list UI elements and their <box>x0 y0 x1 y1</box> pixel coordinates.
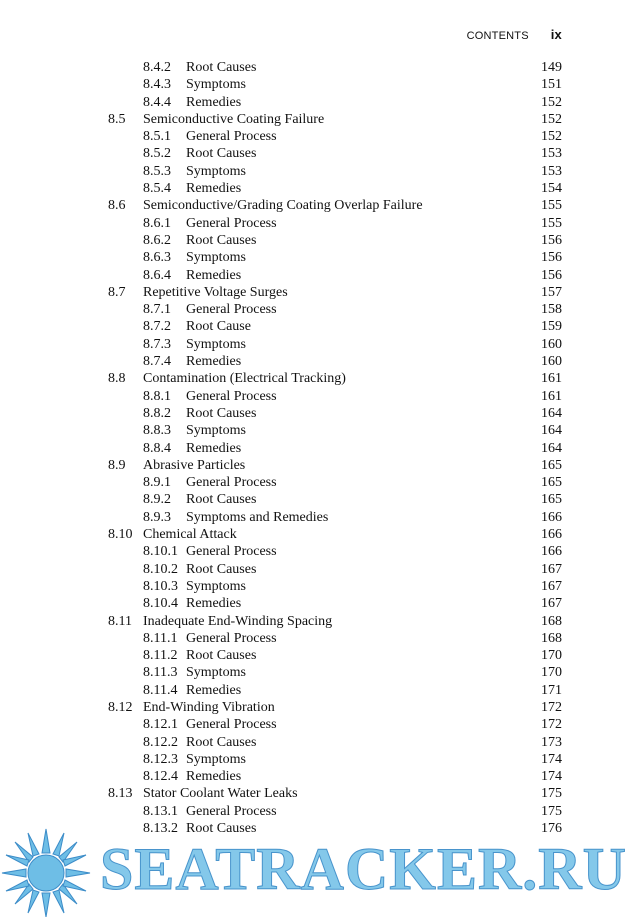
toc-entry-page: 165 <box>541 457 562 473</box>
toc-entry-number: 8.10.3 <box>143 578 178 594</box>
toc-entry-number: 8.12.2 <box>143 734 178 750</box>
toc-entry-number: 8.6.3 <box>143 250 171 266</box>
toc-subsection-entry <box>0 751 639 768</box>
toc-entry-number: 8.12 <box>108 699 133 715</box>
running-head <box>467 27 562 42</box>
toc-subsection-entry <box>0 595 639 612</box>
toc-entry-title: Chemical Attack <box>143 527 237 543</box>
toc-subsection-entry <box>0 145 639 162</box>
toc-entry-page: 174 <box>541 769 562 785</box>
toc-entry-page: 152 <box>541 94 562 110</box>
toc-entry-number: 8.12.4 <box>143 769 178 785</box>
toc-entry-number: 8.13 <box>108 786 133 802</box>
toc-entry-title: Remedies <box>186 440 242 456</box>
toc-entry-title: Semiconductive Coating Failure <box>143 111 325 127</box>
toc-entry-number: 8.11 <box>108 613 132 629</box>
toc-subsection-entry <box>0 163 639 180</box>
toc-subsection-entry <box>0 336 639 353</box>
toc-subsection-entry <box>0 128 639 145</box>
toc-entry-page: 153 <box>541 163 562 179</box>
toc-entry-page: 167 <box>541 578 562 594</box>
toc-entry-title: Symptoms <box>186 578 246 594</box>
toc-entry-number: 8.8.2 <box>143 405 171 421</box>
toc-entry-number: 8.4.3 <box>143 77 171 93</box>
toc-subsection-entry <box>0 734 639 751</box>
toc-entry-page: 155 <box>541 198 562 214</box>
toc-subsection-entry <box>0 630 639 647</box>
watermark-text: SEATRACKER.RU <box>100 836 627 902</box>
toc-entry-title: Remedies <box>186 94 242 110</box>
toc-subsection-entry <box>0 76 639 93</box>
toc-entry-number: 8.11.3 <box>143 665 178 681</box>
toc-entry-number: 8.11.1 <box>143 630 178 646</box>
toc-entry-number: 8.6.1 <box>143 215 171 231</box>
toc-entry-page: 166 <box>541 509 562 525</box>
toc-entry-number: 8.4.2 <box>143 60 171 75</box>
toc-section-entry <box>0 613 639 630</box>
toc-entry-number: 8.8.3 <box>143 423 171 439</box>
toc-subsection-entry <box>0 301 639 318</box>
toc-entry-number: 8.9.3 <box>143 509 171 525</box>
toc-entry-title: Root Causes <box>186 821 257 837</box>
toc-entry-title: Symptoms and Remedies <box>186 509 329 525</box>
toc-subsection-entry <box>0 509 639 526</box>
toc-entry-number: 8.4.4 <box>143 94 171 110</box>
toc-entry-page: 173 <box>541 734 562 750</box>
toc-entry-number: 8.11.4 <box>143 682 178 698</box>
toc-entry-page: 152 <box>541 129 562 145</box>
toc-entry-title: Root Causes <box>186 60 257 75</box>
toc-subsection-entry <box>0 267 639 284</box>
toc-entry-page: 157 <box>541 284 562 300</box>
toc-entry-number: 8.8 <box>108 371 126 387</box>
toc-entry-title: Inadequate End-Winding Spacing <box>143 613 333 629</box>
toc-entry-title: Symptoms <box>186 423 246 439</box>
toc-subsection-entry <box>0 682 639 699</box>
toc-section-entry <box>0 370 639 387</box>
toc-subsection-entry <box>0 180 639 197</box>
toc-entry-number: 8.7 <box>108 284 126 300</box>
toc-entry-page: 158 <box>541 302 562 318</box>
toc-subsection-entry <box>0 578 639 595</box>
toc-entry-number: 8.9.1 <box>143 475 171 491</box>
toc-entry-title: Abrasive Particles <box>143 457 246 473</box>
toc-entry-page: 168 <box>541 630 562 646</box>
toc-entry-title: Remedies <box>186 267 242 283</box>
toc-entry-page: 159 <box>541 319 562 335</box>
toc-entry-page: 172 <box>541 717 562 733</box>
toc-entry-number: 8.7.2 <box>143 319 171 335</box>
toc-entry-number: 8.12.1 <box>143 717 178 733</box>
toc-entry-number: 8.6.2 <box>143 232 171 248</box>
toc-entry-title: General Process <box>186 129 277 145</box>
toc-subsection-entry <box>0 249 639 266</box>
toc-entry-number: 8.11.2 <box>143 648 178 664</box>
toc-entry-number: 8.6 <box>108 198 126 214</box>
toc-entry-title: Symptoms <box>186 751 246 767</box>
toc-entry-page: 161 <box>541 371 562 387</box>
toc-entry-title: Remedies <box>186 181 242 197</box>
toc-entry-title: Root Cause <box>186 319 251 335</box>
toc-entry-number: 8.7.4 <box>143 354 171 370</box>
toc-entry-number: 8.9.2 <box>143 492 171 508</box>
toc-entry-title: Root Causes <box>186 232 257 248</box>
toc-entry-number: 8.5.4 <box>143 181 171 197</box>
toc-entry-title: General Process <box>186 544 277 560</box>
toc-entry-page: 174 <box>541 751 562 767</box>
toc-entry-title: Remedies <box>186 682 242 698</box>
toc-entry-number: 8.9 <box>108 457 126 473</box>
toc-entry-title: Root Causes <box>186 648 257 664</box>
toc-subsection-entry <box>0 94 639 111</box>
toc-subsection-entry <box>0 491 639 508</box>
toc-entry-number: 8.13.2 <box>143 821 178 837</box>
toc-entry-page: 164 <box>541 405 562 421</box>
toc-entry-title: Remedies <box>186 769 242 785</box>
toc-entry-title: Stator Coolant Water Leaks <box>143 786 298 802</box>
toc-entry-page: 155 <box>541 215 562 231</box>
toc-entry-page: 175 <box>541 786 562 802</box>
toc-entry-title: Repetitive Voltage Surges <box>143 284 288 300</box>
toc-entry-title: General Process <box>186 475 277 491</box>
toc-entry-number: 8.13.1 <box>143 803 178 819</box>
toc-entry-number: 8.7.3 <box>143 336 171 352</box>
toc-entry-title: Contamination (Electrical Tracking) <box>143 371 346 387</box>
toc-subsection-entry <box>0 318 639 335</box>
toc-subsection-entry <box>0 422 639 439</box>
toc-subsection-entry <box>0 353 639 370</box>
watermark <box>0 825 639 917</box>
toc-entry-page: 170 <box>541 665 562 681</box>
toc-entry-number: 8.5.2 <box>143 146 171 162</box>
toc-section-entry <box>0 699 639 716</box>
toc-entry-title: General Process <box>186 388 277 404</box>
toc-entry-number: 8.5 <box>108 111 126 127</box>
toc-entry-page: 149 <box>541 60 562 75</box>
toc-entry-title: Remedies <box>186 596 242 612</box>
toc-entry-page: 175 <box>541 803 562 819</box>
toc-entry-page: 153 <box>541 146 562 162</box>
toc-entry-title: Symptoms <box>186 163 246 179</box>
toc-section-entry <box>0 785 639 802</box>
toc-entry-page: 165 <box>541 475 562 491</box>
toc-entry-page: 165 <box>541 492 562 508</box>
toc-entry-page: 156 <box>541 267 562 283</box>
toc-entry-title: Root Causes <box>186 561 257 577</box>
toc-entry-page: 164 <box>541 440 562 456</box>
toc-entry-title: Root Causes <box>186 405 257 421</box>
toc-section-entry <box>0 457 639 474</box>
toc-entry-page: 168 <box>541 613 562 629</box>
toc-entry-page: 172 <box>541 699 562 715</box>
toc-entry-number: 8.5.1 <box>143 129 171 145</box>
toc-entry-title: End-Winding Vibration <box>143 699 275 715</box>
toc-entry-number: 8.10.2 <box>143 561 178 577</box>
toc-entry-title: General Process <box>186 803 277 819</box>
toc-section-entry <box>0 197 639 214</box>
toc-entry-page: 170 <box>541 648 562 664</box>
toc-entry-page: 154 <box>541 181 562 197</box>
toc-entry-page: 160 <box>541 336 562 352</box>
toc-entry-page: 167 <box>541 561 562 577</box>
toc-entry-number: 8.10.4 <box>143 596 178 612</box>
sun-logo-icon <box>0 827 100 917</box>
toc-section-entry <box>0 284 639 301</box>
toc-subsection-entry <box>0 440 639 457</box>
toc-entry-title: Root Causes <box>186 492 257 508</box>
page-number: ix <box>550 27 562 42</box>
toc-entry-title: Symptoms <box>186 665 246 681</box>
toc-entry-title: Semiconductive/Grading Coating Overlap Failure <box>143 198 423 214</box>
toc-entry-number: 8.12.3 <box>143 751 178 767</box>
running-head-label: CONTENTS <box>466 30 529 42</box>
toc-section-entry <box>0 526 639 543</box>
toc-subsection-entry <box>0 215 639 232</box>
toc-entry-page: 156 <box>541 232 562 248</box>
toc-subsection-entry <box>0 561 639 578</box>
toc-entry-title: General Process <box>186 215 277 231</box>
toc-entry-number: 8.10 <box>108 527 133 543</box>
toc-entry-number: 8.6.4 <box>143 267 171 283</box>
toc-entry-title: General Process <box>186 302 277 318</box>
toc-subsection-entry <box>0 647 639 664</box>
toc-entry-page: 164 <box>541 423 562 439</box>
toc-entry-title: Symptoms <box>186 77 246 93</box>
toc-subsection-entry <box>0 543 639 560</box>
toc-entry-page: 167 <box>541 596 562 612</box>
toc-entry-title: Symptoms <box>186 336 246 352</box>
toc-entry-number: 8.10.1 <box>143 544 178 560</box>
toc-subsection-entry <box>0 405 639 422</box>
toc-entry-title: General Process <box>186 717 277 733</box>
toc-entry-page: 161 <box>541 388 562 404</box>
toc-entry-title: Symptoms <box>186 250 246 266</box>
toc-entry-number: 8.5.3 <box>143 163 171 179</box>
toc-entry-title: General Process <box>186 630 277 646</box>
toc-entry-page: 171 <box>541 682 562 698</box>
toc-subsection-entry <box>0 474 639 491</box>
table-of-contents <box>0 59 639 837</box>
toc-entry-page: 166 <box>541 527 562 543</box>
toc-entry-number: 8.7.1 <box>143 302 171 318</box>
toc-entry-page: 176 <box>541 821 562 837</box>
toc-entry-page: 160 <box>541 354 562 370</box>
toc-entry-page: 156 <box>541 250 562 266</box>
toc-subsection-entry <box>0 388 639 405</box>
toc-entry-title: Root Causes <box>186 146 257 162</box>
toc-entry-page: 151 <box>541 77 562 93</box>
toc-subsection-entry <box>0 768 639 785</box>
toc-subsection-entry <box>0 59 639 76</box>
toc-entry-number: 8.8.1 <box>143 388 171 404</box>
toc-subsection-entry <box>0 232 639 249</box>
toc-subsection-entry <box>0 716 639 733</box>
toc-section-entry <box>0 111 639 128</box>
toc-entry-title: Remedies <box>186 354 242 370</box>
toc-entry-page: 166 <box>541 544 562 560</box>
toc-subsection-entry <box>0 664 639 681</box>
toc-entry-number: 8.8.4 <box>143 440 171 456</box>
toc-entry-page: 152 <box>541 111 562 127</box>
toc-subsection-entry <box>0 803 639 820</box>
toc-entry-title: Root Causes <box>186 734 257 750</box>
